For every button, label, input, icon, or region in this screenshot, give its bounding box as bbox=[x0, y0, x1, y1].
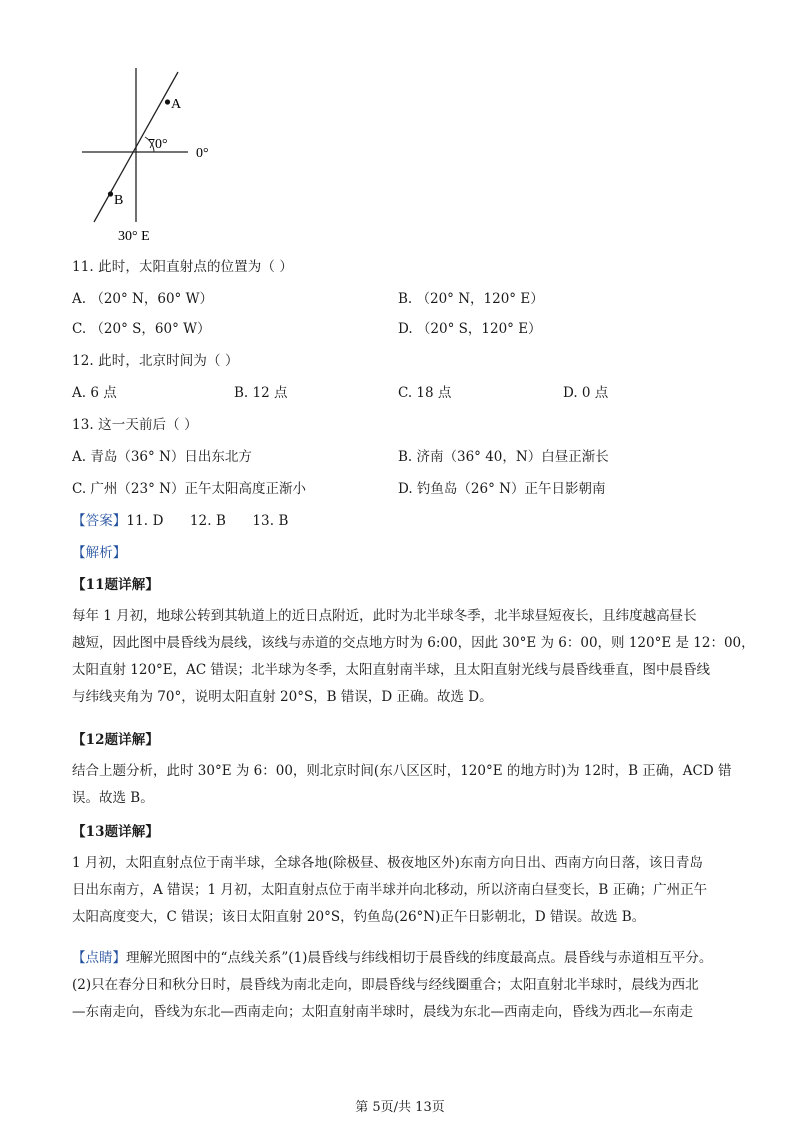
q13-option-c: C. 广州（23° N）正午太阳高度正渐小 bbox=[72, 481, 306, 497]
q13-option-a: A. 青岛（36° N）日出东北方 bbox=[72, 449, 252, 465]
page-footer: 第 5页/共 13页 bbox=[355, 1100, 445, 1115]
d11-body bbox=[72, 603, 755, 711]
d11-line: 越短，因此图中晨昏线为晨线，该线与赤道的交点地方时为 6:00，因此 30°E 为 6：00，则 120°E 是 12：00， bbox=[72, 635, 755, 651]
answer-line bbox=[72, 512, 289, 530]
d13-title: 【13题详解】 bbox=[72, 824, 159, 840]
terminator-diagram bbox=[70, 60, 230, 250]
answer-text: 11. D 12. B 13. B bbox=[126, 513, 289, 529]
d13-line: 日出东南方，A 错误；1 月初，太阳直射点位于南半球并向北移动，所以济南白昼变长，B 正确；广州正午 bbox=[72, 882, 708, 898]
meridian-label: 30° E bbox=[118, 229, 150, 244]
point-b bbox=[108, 191, 113, 196]
answer-tag: 【答案】 bbox=[72, 513, 127, 529]
label-b: B bbox=[114, 193, 124, 208]
q12-option-a: A. 6 点 bbox=[72, 385, 117, 401]
q13-option-d: D. 钓鱼岛（26° N）正午日影朝南 bbox=[398, 481, 606, 497]
d13-line: 1 月初，太阳直射点位于南半球，全球各地(除极昼、极夜地区外)东南方向日出、西南方向日落，该日青岛 bbox=[72, 855, 703, 871]
d11-title: 【11题详解】 bbox=[72, 577, 159, 593]
tip-tag: 【点睛】 bbox=[72, 950, 126, 966]
q11-option-d: D. （20° S，120° E） bbox=[398, 321, 542, 337]
q11-option-a: A. （20° N，60° W） bbox=[72, 291, 213, 307]
tip-line: —东南走向，昏线为东北—西南走向；太阳直射南半球时，晨线为东北—西南走向，昏线为西北—东南走 bbox=[72, 1004, 693, 1020]
d11-line: 与纬线夹角为 70°，说明太阳直射 20°S，B 错误，D 正确。故选 D。 bbox=[72, 689, 493, 705]
d13-line: 太阳高度变大，C 错误；该日太阳直射 20°S，钓鱼岛(26°N)正午日影朝北，D 错误。故选 B。 bbox=[72, 909, 646, 925]
q12-option-b: B. 12 点 bbox=[234, 385, 288, 401]
analysis-tag: 【解析】 bbox=[72, 545, 127, 561]
point-a bbox=[165, 99, 170, 104]
d12-line: 误。故选 B。 bbox=[72, 790, 154, 806]
q11-option-b: B. （20° N，120° E） bbox=[398, 291, 544, 307]
d13-body bbox=[72, 850, 732, 931]
q13-stem: 13. 这一天前后（ ） bbox=[72, 417, 198, 433]
q13-option-b: B. 济南（36° 40，N）白昼正渐长 bbox=[398, 449, 609, 465]
equator-label: 0° bbox=[196, 146, 209, 161]
q12-stem: 12. 此时，北京时间为（ ） bbox=[72, 353, 239, 369]
q11-option-c: C. （20° S，60° W） bbox=[72, 321, 211, 337]
tip-line: (2)只在春分日和秋分日时，晨昏线为南北走向，即晨昏线与经线圈重合；太阳直射北半球时，晨线为西北 bbox=[72, 977, 699, 993]
d11-line: 每年 1 月初，地球公转到其轨道上的近日点附近，此时为北半球冬季，北半球昼短夜长，且纬度越高昼长 bbox=[72, 608, 697, 624]
tip-first-text: 理解光照图中的“点线关系”(1)晨昏线与纬线相切于晨昏线的纬度最高点。晨昏线与赤道相互平分。 bbox=[126, 950, 713, 966]
q12-option-c: C. 18 点 bbox=[398, 385, 452, 401]
d12-line: 结合上题分析，此时 30°E 为 6：00，则北京时间(东八区区时，120°E 的地方时)为 12时，B 正确，ACD 错 bbox=[72, 763, 732, 779]
d11-line: 太阳直射 120°E，AC 错误；北半球为冬季，太阳直射南半球，且太阳直射光线与晨昏线垂直，图中晨昏线 bbox=[72, 662, 711, 678]
d12-body bbox=[72, 758, 732, 812]
angle-label: 70° bbox=[148, 137, 168, 152]
label-a: A bbox=[171, 97, 182, 112]
q11-stem: 11. 此时，太阳直射点的位置为（ ） bbox=[72, 259, 293, 275]
d12-title: 【12题详解】 bbox=[72, 732, 159, 748]
tip-body bbox=[72, 945, 732, 1026]
q12-option-d: D. 0 点 bbox=[563, 385, 609, 401]
tip-first-line bbox=[72, 945, 732, 972]
